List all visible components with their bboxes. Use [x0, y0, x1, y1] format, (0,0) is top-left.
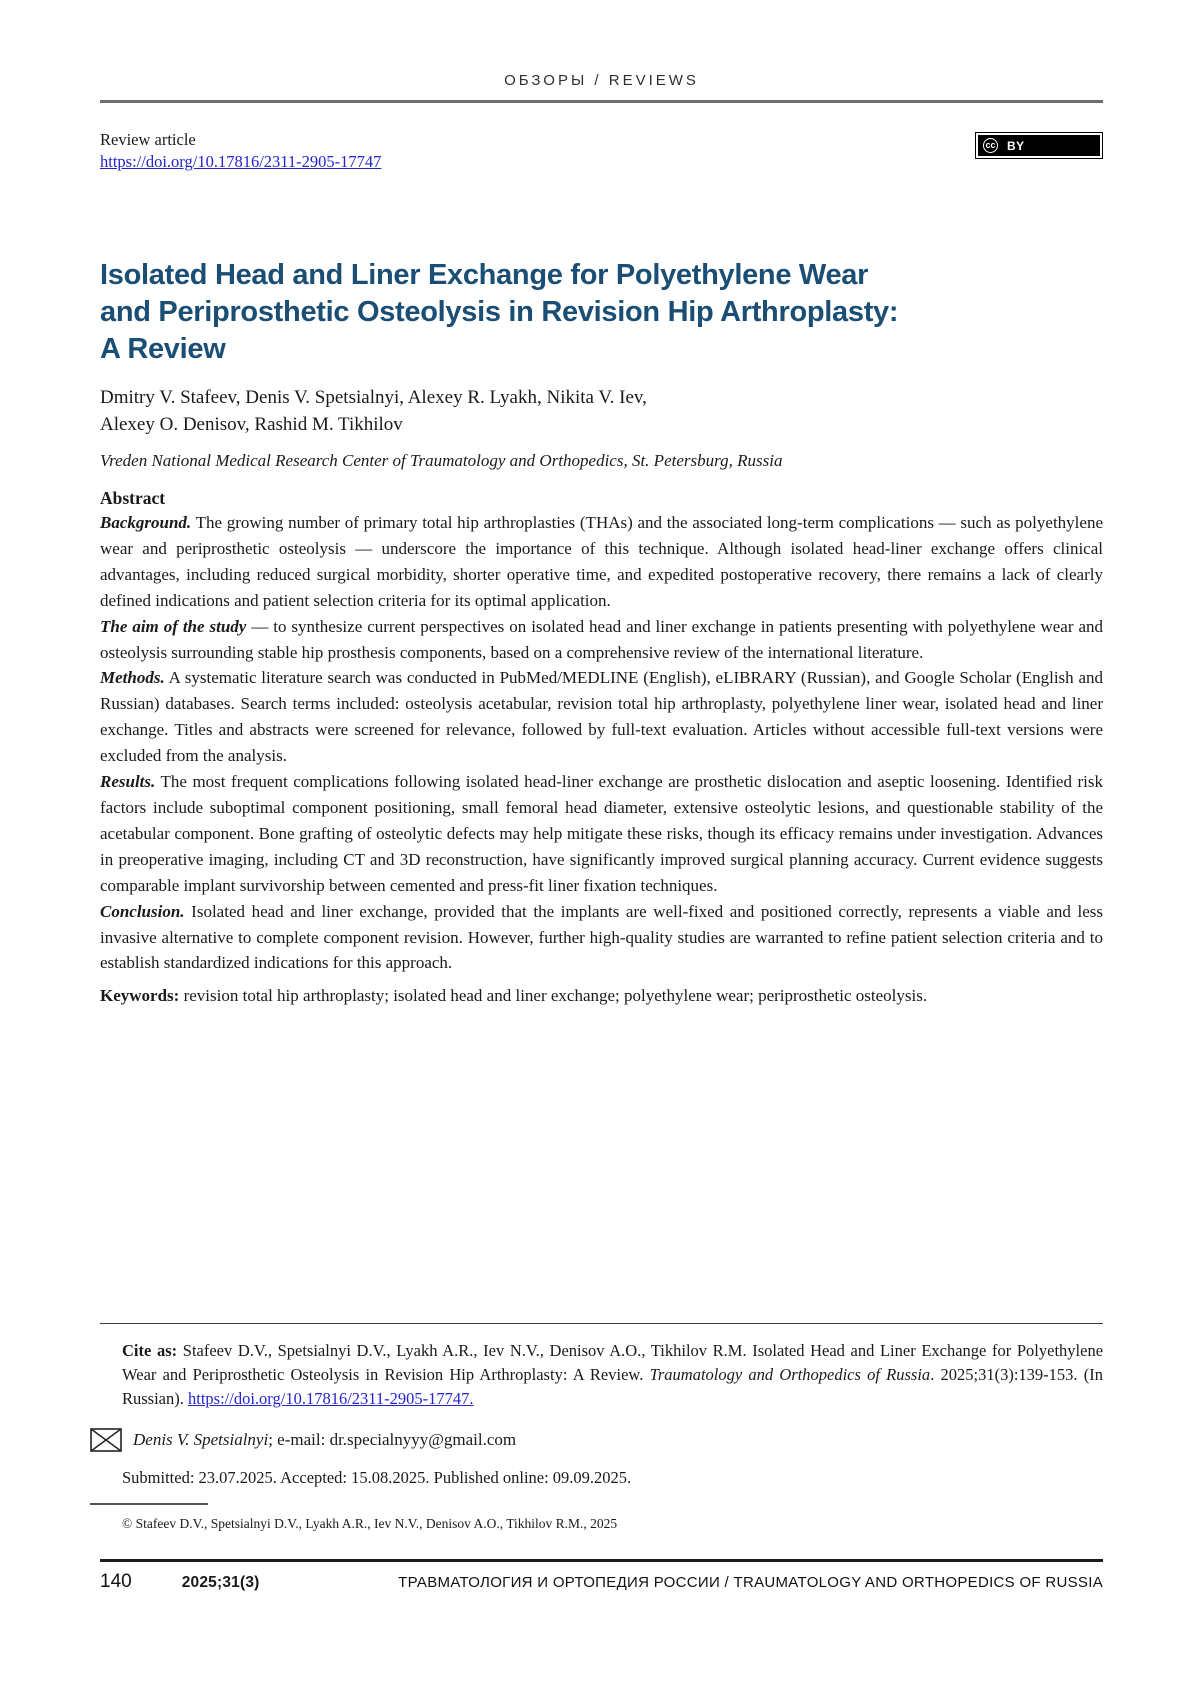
cite-doi-link[interactable]: https://doi.org/10.17816/2311-2905-17747. — [188, 1389, 474, 1408]
envelope-icon — [90, 1428, 122, 1452]
corresponding-author-row — [100, 1427, 1103, 1453]
paragraph-text: A systematic literature search was conducted in PubMed/MEDLINE (English), eLIBRARY (Russian), and Google Scholar (English and Russian) databases. Search terms included: osteolysis acetabular, revision total hip arthroplasty, polyethylene liner wear, isolated head and liner exchange. Titles and abstracts were screened for relevance, followed by full-text evaluation. Articles without accessible full-text versions were excluded from the analysis. — [100, 668, 1104, 766]
abstract-section — [100, 472, 1103, 1009]
paragraph-text: Isolated head and liner exchange, provided that the implants are well-fixed and positioned correctly, represents a viable and less invasive alternative to complete component revision. However, further high-quality studies are warranted to refine patient selection criteria and to establish standardized indications for this approach. — [100, 901, 1103, 973]
section-label: ОБЗОРЫ / REVIEWS — [504, 72, 699, 89]
paragraph-lead: Methods. — [100, 668, 165, 688]
running-head — [100, 0, 1103, 103]
cite-as-paragraph — [100, 1339, 1103, 1411]
abstract-paragraph-conclusion — [100, 899, 1103, 977]
journal-name: ТРАВМАТОЛОГИЯ И ОРТОПЕДИЯ РОССИИ / TRAUMATOLOGY AND ORTHOPEDICS OF RUSSIA — [398, 1574, 1103, 1591]
cc-by-label: BY — [1007, 138, 1025, 153]
abstract-paragraph-results — [100, 769, 1103, 899]
dates-line: Submitted: 23.07.2025. Accepted: 15.08.2025. Published online: 09.09.2025. — [122, 1468, 632, 1487]
issue-label: 2025;31(3) — [181, 1574, 260, 1591]
email-value: dr.specialnyyy@gmail.com — [329, 1430, 517, 1449]
meta-row — [100, 129, 1103, 173]
paragraph-lead: The aim of the study — [100, 616, 247, 636]
cc-icon: cc — [983, 138, 998, 153]
keywords-label: Keywords: — [100, 986, 180, 1006]
cite-text-issue: . 2025;31(3):139-153. (In Russian). — [122, 1365, 1103, 1408]
copyright-line: © Stafeev D.V., Spetsialnyi D.V., Lyakh A.R., Iev N.V., Denisov A.O., Tikhilov R.M., 2025 — [122, 1516, 618, 1531]
paragraph-text: The most frequent complications following isolated head-liner exchange are prosthetic dislocation and aseptic loosening. Identified risk factors include suboptimal component positioning, small femoral head diameter, extensive osteolytic lesions, and questionable stability of the acetabular component. Bone grafting of osteolytic defects may help mitigate these risks, though its efficacy remains under investigation. Advances in preoperative imaging, including CT and 3D reconstruction, have significantly improved surgical planning accuracy. Current evidence suggests comparable implant survivorship between cemented and press-fit liner fixation techniques. — [100, 772, 1103, 895]
authors-line: Dmitry V. Stafeev, Denis V. Spetsialnyi, Alexey R. Lyakh, Nikita V. Iev, Alexey O. Denisov, Rashid M. Tikhilov — [100, 387, 647, 435]
paragraph-text: The growing number of primary total hip arthroplasties (THAs) and the associated long-term complications — such as polyethylene wear and periprosthetic osteolysis — underscore the importance of this technique. Although isolated head-liner exchange offers clinical advantages, including reduced surgical morbidity, shorter operative time, and expedited postoperative recovery, there remains a lack of clearly defined indications and patient selection criteria for its optimal application. — [100, 513, 1103, 610]
page-number: 140 — [100, 1571, 132, 1592]
cite-as-label: Cite as: — [122, 1341, 178, 1360]
cite-divider — [100, 1323, 1103, 1324]
page-footer — [100, 1559, 1103, 1593]
article-type-label: Review article — [100, 130, 196, 149]
abstract-heading: Abstract — [100, 488, 166, 508]
corresponding-author-text — [133, 1427, 516, 1453]
doi-link[interactable]: https://doi.org/10.17816/2311-2905-17747 — [100, 152, 382, 171]
cite-journal-name: Traumatology and Orthopedics of Russia — [649, 1365, 931, 1384]
article-meta — [100, 129, 381, 173]
email-label: ; e-mail: — [268, 1430, 330, 1449]
paragraph-lead: Conclusion. — [100, 901, 185, 921]
cc-license-badge[interactable] — [975, 132, 1103, 159]
paragraph-text: — to synthesize current perspectives on isolated head and liner exchange in patients presenting with polyethylene wear and osteolysis surrounding stable hip prosthesis components, based on a comprehensive review of the international literature. — [100, 616, 1103, 662]
corresponding-author-name: Denis V. Spetsialnyi — [133, 1430, 269, 1449]
article-footer-block — [100, 1323, 1103, 1593]
abstract-paragraph-background — [100, 510, 1103, 614]
footnote-divider — [90, 1503, 208, 1505]
cc-license-inner — [978, 135, 1100, 156]
abstract-paragraph-aim — [100, 614, 1103, 666]
keywords-text: revision total hip arthroplasty; isolated head and liner exchange; polyethylene wear; periprosthetic osteolysis. — [183, 986, 928, 1006]
page-title: Isolated Head and Liner Exchange for Polyethylene Wear and Periprosthetic Osteolysis in Revision Hip Arthroplasty: A Review — [100, 259, 899, 365]
paragraph-lead: Background. — [100, 513, 192, 532]
paragraph-lead: Results. — [100, 772, 156, 792]
cite-text: Stafeev D.V., Spetsialnyi D.V., Lyakh A.R., Iev N.V., Denisov A.O., Tikhilov R.M. Isolated Head and Liner Exchange for Polyethylene Wear and Periprosthetic Osteolysis in Revision Hip Arthroplasty: A Review. — [122, 1341, 1104, 1384]
affiliation-line: Vreden National Medical Research Center of Traumatology and Orthopedics, St. Petersburg, Russia — [100, 451, 783, 470]
abstract-paragraph-methods — [100, 665, 1103, 769]
keywords-line — [100, 983, 1103, 1009]
